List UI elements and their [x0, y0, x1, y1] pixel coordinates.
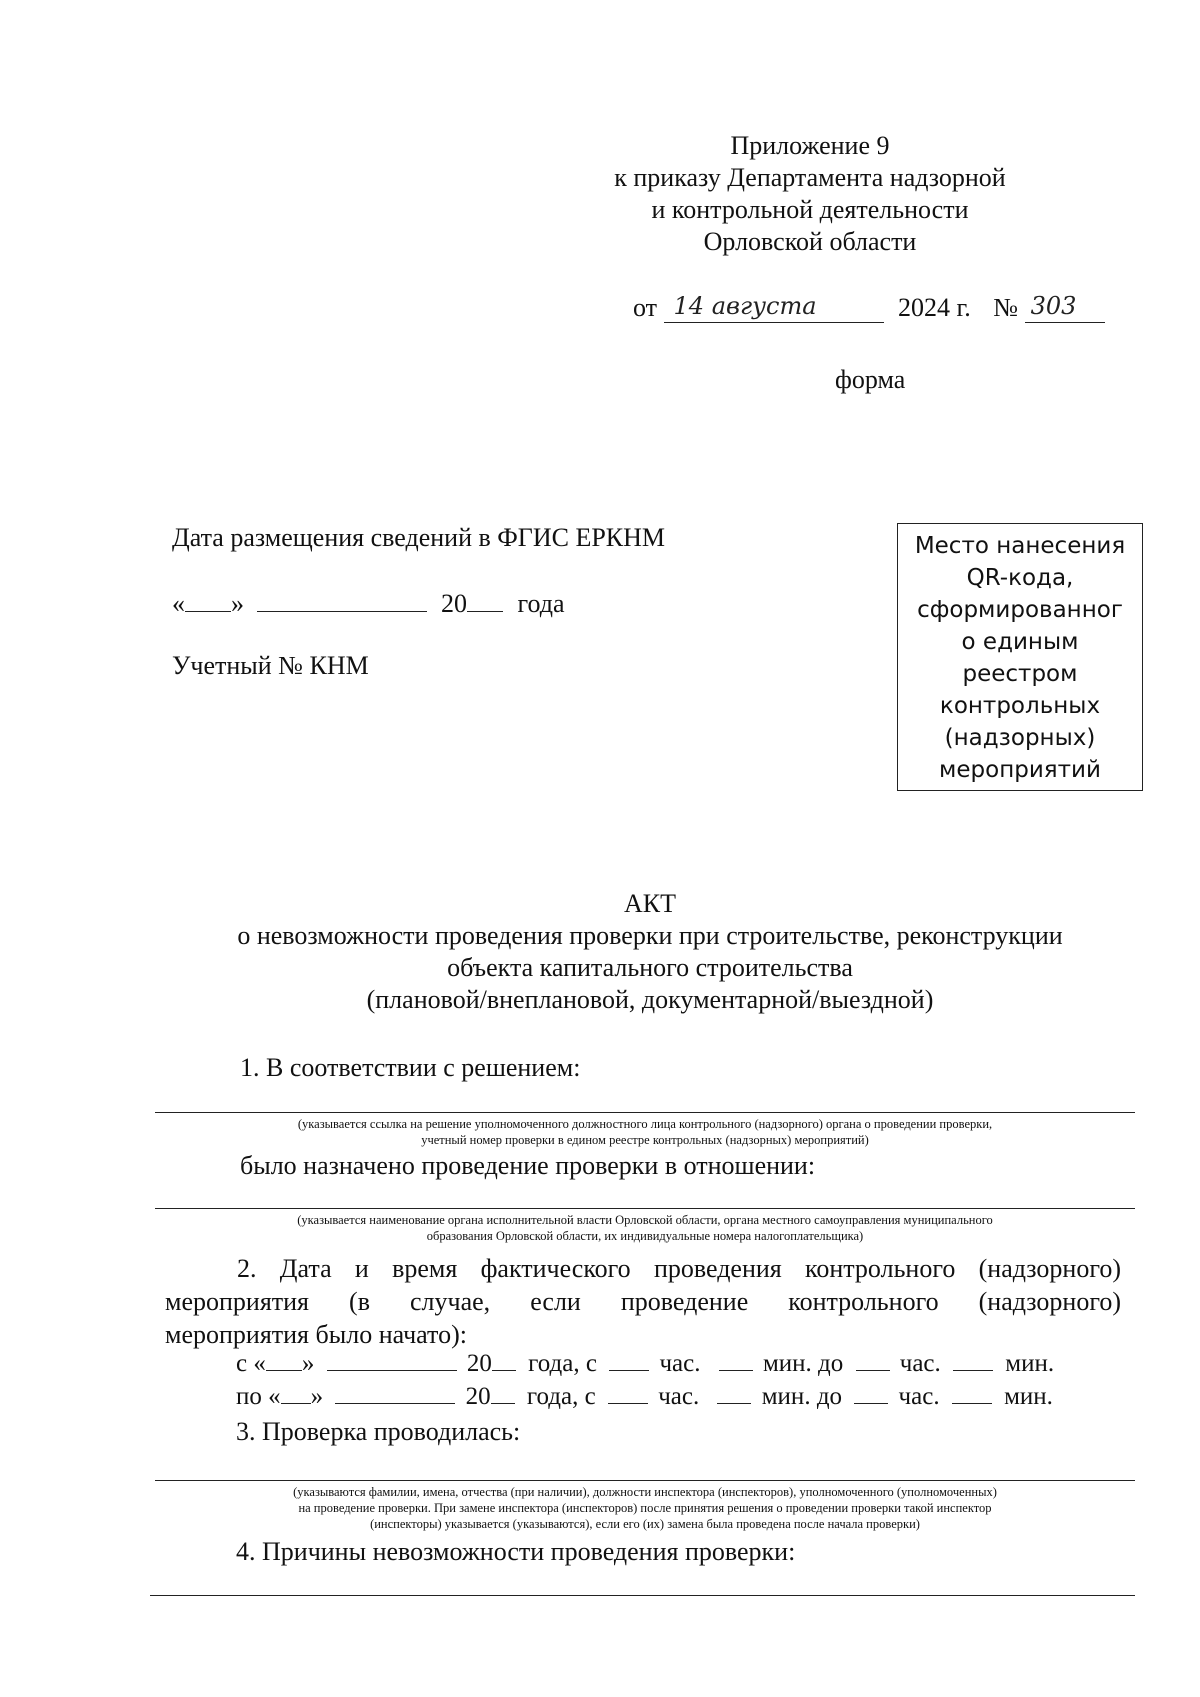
day-blank — [185, 591, 231, 612]
section4-fill-line — [150, 1595, 1135, 1596]
section3-hint: (указываются фамилии, имена, отчества (при наличии), должности инспектора (инспекторов), уполномоченного (уполномоченных) на проведение проверки. При замене инспектора (инспекторов) после принятия решения о проведении проверки такой инспектор (инспекторы) указывается (указываются), если его (их) замена была проведена после начала проверки) — [293, 1485, 997, 1531]
section4-heading: 4. Причины невозможности проведения проверки: — [236, 1537, 796, 1566]
from-label: от — [633, 293, 658, 322]
section1-hint: (указывается ссылка на решение уполномоченного должностного лица контрольного (надзорного) органа о проведении проверки, учетный номер проверки в едином реестре контрольных (надзорных) мероприятий) — [297, 1117, 993, 1147]
order-date-line — [633, 292, 1105, 323]
qr-text-line: сформированног — [917, 597, 1123, 623]
form-label: форма — [835, 365, 906, 394]
section2-line: мероприятия (в случае, если проведение контрольного (надзорного) — [165, 1287, 1121, 1316]
section1-subheading: было назначено проведение проверки в отношении: — [240, 1151, 816, 1180]
region-name: Орловской области — [703, 227, 917, 256]
qr-text-line: контрольных — [939, 693, 1101, 719]
year-blank — [467, 591, 503, 612]
order-date-handwritten: 14 августа — [673, 292, 817, 320]
section1-heading: 1. В соответствии с решением: — [240, 1053, 581, 1082]
month-blank — [257, 591, 427, 612]
section2-line: 2. Дата и время фактического проведения контрольного (надзорного) — [237, 1254, 1121, 1283]
number-label: № — [993, 293, 1019, 322]
date-range-row-end: по « » 20 года, с час. мин. до час. мин. — [236, 1383, 1053, 1410]
order-date-field — [664, 292, 884, 323]
section1-fill-line — [155, 1112, 1135, 1113]
act-title-line: (плановой/внеплановой, документарной/выездной) — [366, 985, 934, 1014]
department-name: и контрольной деятельности — [651, 195, 969, 224]
section1-target-fill-line — [155, 1208, 1135, 1209]
section1-target-hint: (указывается наименование органа исполнительной власти Орловской области, органа местного самоуправления муниципального образования Орловской области, их индивидуальные номера налогоплательщика) — [297, 1213, 993, 1243]
qr-text-line: QR-кода, — [966, 565, 1074, 591]
section2-text — [165, 1252, 1121, 1351]
publication-date-template: « » 20 года — [172, 589, 565, 618]
act-title-line: о невозможности проведения проверки при строительстве, реконструкции — [237, 921, 1063, 950]
qr-text-line: (надзорных) — [944, 725, 1096, 751]
qr-text-line: Место нанесения — [914, 533, 1126, 559]
act-title-line: объекта капитального строительства — [447, 953, 853, 982]
section2-line: мероприятия было начато): — [165, 1320, 467, 1349]
order-year: 2024 г. — [898, 293, 971, 322]
qr-code-placeholder — [897, 523, 1143, 791]
qr-text-line: реестром — [962, 661, 1078, 687]
section3-heading: 3. Проверка проводилась: — [236, 1417, 521, 1446]
qr-text-line: мероприятий — [939, 757, 1101, 783]
date-range-row-start: с « » 20 года, с час. мин. до час. мин. — [236, 1350, 1055, 1377]
act-title — [150, 888, 1150, 1016]
order-reference: к приказу Департамента надзорной — [614, 163, 1006, 192]
appendix-number: Приложение 9 — [730, 131, 890, 160]
qr-text-line: о единым — [961, 629, 1079, 655]
order-number-handwritten: 303 — [1030, 292, 1077, 320]
publication-date-label: Дата размещения сведений в ФГИС ЕРКНМ — [172, 523, 666, 552]
account-number-label: Учетный № КНМ — [172, 651, 369, 680]
section3-fill-line — [155, 1480, 1135, 1481]
act-title-main: АКТ — [624, 889, 676, 918]
order-number-field — [1025, 292, 1105, 323]
appendix-header — [600, 130, 1020, 258]
